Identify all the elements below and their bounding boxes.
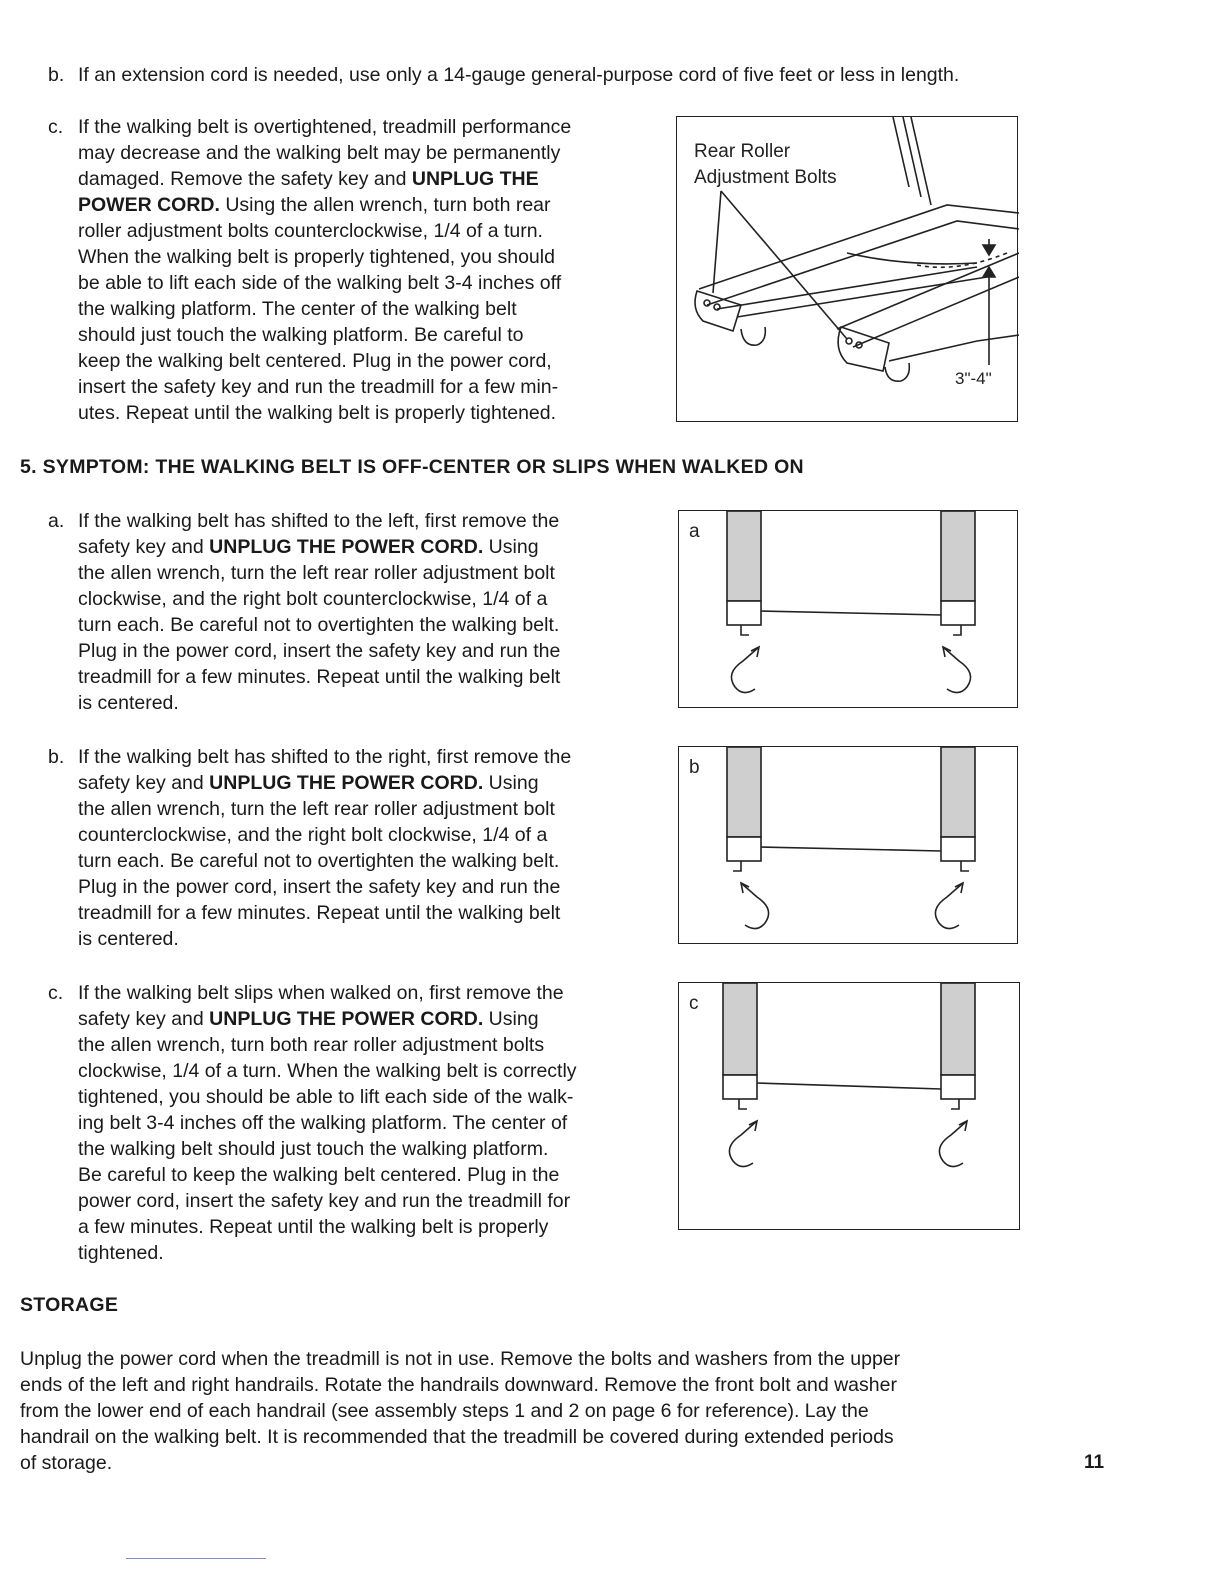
item-b-text: If an extension cord is needed, use only a 14-gauge general-purpose cord of five feet or less in length. (78, 64, 960, 86)
figure-label: Rear Roller Adjustment Bolts (694, 141, 837, 188)
item-c5-text: If the walking belt slips when walked on, first remove the safety key and UNPLUG THE POWER CORD. Using the allen wrench, turn both rear roller adjustment bolts clockwise, 1/4 of a turn. When the walking belt is correctly tightened, you should be able to lift each side of the walk- ing belt 3-4 inches off the walking platform. The center of the walking belt should just touch the walking platform. Be careful to keep the walking belt centered. Plug in the power cord, insert the safety key and run the treadmill for a few minutes. Repeat until the walking belt is properly tightened. (78, 982, 577, 1264)
item-c-text: If the walking belt is overtightened, treadmill performance may decrease and the walking belt may be permanently damaged. Remove the safety key and UNPLUG THE POWER CORD. Using the allen wrench, turn both rear roller adjustment bolts counterclockwise, 1/4 of a turn. When the walking belt is properly tightened, you should be able to lift each side of the walking belt 3-4 inches off the walking platform. The center of the walking belt should just touch the walking platform. Be careful to keep the walking belt centered. Plug in the power cord, insert the safety key and run the treadmill for a few min- utes. Repeat until the walking belt is properly tightened. (78, 116, 572, 424)
item-b5-label: b. (48, 746, 65, 768)
item-c5-label: c. (48, 982, 64, 1004)
storage-text: Unplug the power cord when the treadmill is not in use. Remove the bolts and washers from the upper ends of the left and right handrails. Rotate the handrails downward. Remove the front bolt and washer from the lower end of each handrail (see assembly steps 1 and 2 on page 6 for reference). Lay the handrail on the walking belt. It is recommended that the treadmill be covered during extended periods of storage. (20, 1348, 901, 1474)
item-a5-label: a. (48, 510, 65, 532)
measurement-label: 3"-4" (955, 369, 992, 388)
belt-right-shift-illustration (679, 747, 1019, 945)
figure-b (678, 746, 1018, 944)
footer-rule (126, 1558, 266, 1559)
figure-c (678, 982, 1020, 1230)
figure-b-label: b (689, 757, 700, 778)
figure-a-label: a (689, 521, 700, 542)
item-b-label: b. (48, 64, 65, 86)
symptom-heading: 5. SYMPTOM: THE WALKING BELT IS OFF-CENTER OR SLIPS WHEN WALKED ON (20, 456, 804, 478)
item-c-label: c. (48, 116, 64, 138)
rear-roller-figure (676, 116, 1018, 422)
item-b5-text: If the walking belt has shifted to the right, first remove the safety key and UNPLUG THE POWER CORD. Using the allen wrench, turn the left rear roller adjustment bolt counterclockwise, and the right bolt clockwise, 1/4 of a turn each. Be careful not to overtighten the walking belt. Plug in the power cord, insert the safety key and run the treadmill for a few minutes. Repeat until the walking belt is centered. (78, 746, 572, 950)
storage-heading: STORAGE (20, 1294, 119, 1316)
belt-left-shift-illustration (679, 511, 1019, 709)
figure-c-label: c (689, 993, 699, 1014)
item-a5-text: If the walking belt has shifted to the left, first remove the safety key and UNPLUG THE POWER CORD. Using the allen wrench, turn the left rear roller adjustment bolt clockwise, and the right bolt counterclockwise, 1/4 of a turn each. Be careful not to overtighten the walking belt. Plug in the power cord, insert the safety key and run the treadmill for a few minutes. Repeat until the walking belt is centered. (78, 510, 561, 714)
figure-a (678, 510, 1018, 708)
belt-slip-illustration (679, 983, 1021, 1231)
page-number: 11 (1084, 1452, 1105, 1473)
